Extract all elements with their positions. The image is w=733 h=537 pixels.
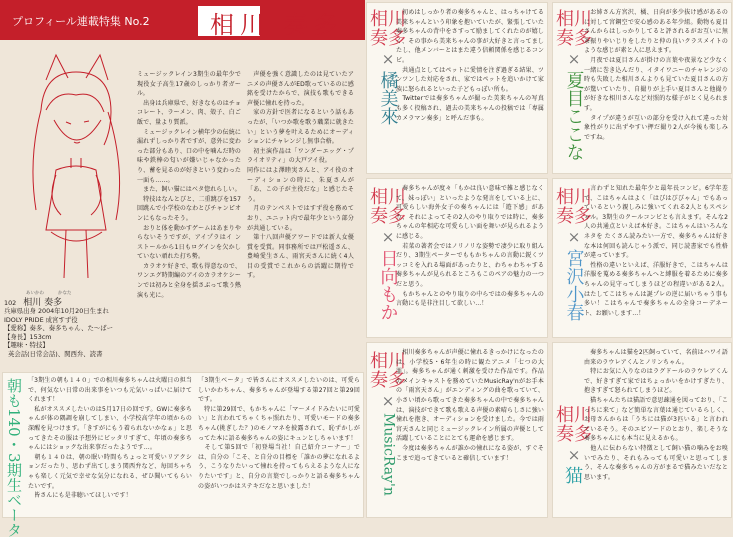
pair-title-hinata: 相川 奏多 × 日向もか [370,187,406,321]
profile-number: 102 [4,298,17,307]
partner-name: 橘美來 [377,71,399,125]
profile-block [4,288,134,358]
pair-text-musicrayn: 相川奏多ちゃんが声優に憧れるきっかけになったのは、小学校5・6年生の時に観たアニメ「七つの大罪」。奏多ちゃんが通く刺激を受けた作品です。作品のメインキャストを務めていたMusicRay'nがお手本の「雨宮天さん」がエンディングの曲を歌っていて、小さい頃から歌ってきた奏多ちゃんの中で奏多ちゃんは、演技ができて歌も歌える声優の素晴らしさに強い憧れを抱き、オーディションを受けました。今では雨宮天さんと同じミュージックレイン所属の声優として活躍していることにとても運命を感じます。 今度は奏多ちゃんが誰かの憧れになる姿が、すぐそこまで追ってきていると確信しています！ [396,349,544,462]
profile-hobby: 英会話(日常会話)、関西弁、読書 [8,349,103,358]
partner-name: 日向もか [377,249,399,321]
partner-name: MusicRay'n [380,413,397,496]
profile-hobby-label: 【趣味・特技】 [4,341,49,349]
pair-title-miyazawa: 相川 奏多 × 宮沢小春 [556,187,592,321]
pair-title-musicrayn: 相川 奏多 × MusicRay'n [370,351,406,496]
pair-text-natsume: お姉さん方宮沢、橘、日向が多少抜け感があるのに対して宮鋼空で安心感のある年少組。動物も夏目さんからはしっかりしてると評されるがお互いに無茶振りやいじりをしたりと仲の良いクラスメイトのような感じが素と人に思えます。 月夜では夏目さんが掛けの言葉や夜景など少なく一緒に巻き込んだり、イタイワニーのチャレンジの時も失敗した相川さんよりも見ていた夏目さんの方が驚いていたり、自撮りが上手い夏目さんと他撮りが好きな相川さんなど対照的な様子がとく見られます。 タイプが違うが互いの部分を受け入れて違った対象性がりに出ずやすい押だ撮り2人が今後も楽しみですね。 [584,9,728,141]
partner-name: 宮沢小春 [563,249,585,321]
series-title: プロフィール連載特集 No.2 [12,15,150,28]
profile-nickname: 【愛称】奏多、奏多ちゃん、た～ばー [4,324,114,332]
pair-title-neko: 相川 奏多 × 猫 [556,405,592,487]
pair-title-natsume: 相川 奏多 × 夏目ここな [556,9,592,161]
portrait-illustration [16,50,134,282]
radio-text-2: 「3期生ベータ」で皆さんにオススメしたいのは、可愛らしいかわちゃん、奏多ちゃんが登場する第27回と第29回です。 特に第29回で、もかちゃんに「マ～メイドみたいに可愛い」と言われてちゃくちゃ照れたり、可愛いモードの奏多ちゃん(挑ぎした？)のモノマネを披露されて、恥ずかしがってた本に語る奏多ちゃんの姿にキュンとしちゃいます！ そして第5回で「初登場当社！自己紹介コーナー」では、自分の「こそ、と自分の目標を「誰かの夢になれるよう、こうなりたいって憧れを持ってもらえるような人になりたいです」と、自分の言葉でしっかりと語る奏多ちゃんの姿がいつかはステキだなと思いました！ [198,377,360,490]
pair-text-neko: 奏多ちゃんは猫を2匹飼っていて、名前はハワイ語由来のラウレアくんとノリンちゃん。 特にお気に入りなのはラグドールのラウレアくんで、好きすぎて家ではちょっかいをかけすぎたり、抱きすぎて怒られてしまうほど。 猫ちゃんたちは猫語で意思疎通を図っており、「こっちに来て」など簡単な言葉は通じているらしく、お母さんからは「うちには猫が3匹いる」と言われているそう。そのエピソードのとおり、楽しそうな奏多ちゃんにも本当に見えるかも。 他人に伝わらない特徴として飼い猫の噛みをお嗅いでみたり、それもみっても可愛いと思ってしまう、そんな奏多ちゃんの方がまるで猫みたいだなと思います。 [584,349,728,481]
radio-text-1: 「3期生の朝も１４０」での相川奏多ちゃんは火曜日の担当で、何気ない日常の出来事をいつも元気いっぱいに届けてくれます！ 私がオススメしたいのは5月17日の回です。GWに奏多ちゃんが体の隅調を崩してしまい、小学校高学年の頃からの深醒を見つけます。「きすがにもう着られないかなぁ」と思ってきたその服は予想外にビッタリすぎて、年頃の奏多ちゃんにはショックな出来事だったようです…。 朝も１４０は、朝の眠い時間もちょっと可愛いリアクションだったり、思わず出てしまう関西弁など、毎回ちゃちゃも楽しく元気で幸せな気分になれる、ぜひ聞いてもらいたいです。 皆さんにも是非聴いてほしいです！ [28,377,192,500]
intro-text-2: 声優を強く意識したのは見ていたアニメの声優さんがED歌っているのに感銘を受けたからで、演技も歌もできる声優に憧れを持った。 家の方針で医者になるという話もあったが、「いつか歌を歌う職業に就きたい」という夢を叶えるためにオーディションにチャレンジし無事合格。 初主演作品は「ワンダーエッグ・プライオリティ」の大戸アイ役。 同作にはよ澤睦実さんと、アイ役のオーディションの時に、朱夏さんが「あ、この子が主役だな」と感じたそう。 月のテンペストではすず役を務めており、ユニット内で最年少という部分が共通している。 第十八回声優アワードでは新人女優賞を受賞。同事務所では戸松遥さん、豊崎愛生さん、雨宮天さんに続く4人目の受賞でこれからの活躍に期待です。 [247,71,354,280]
ruby-first: かなた [58,291,72,296]
partner-name: 猫 [565,466,583,487]
pair-title-tachibana: 相川 奏多 × 橘美來 [370,9,406,125]
profile-height: 【身長】153cm [4,332,52,341]
intro-text-1: ミュージックレイン3期生の最年少で現役女子高生17歳のしっかり者ガール。 出身は兵庫県で、好きなものはチョコレート、ラーメン、肉、殻子、白ご飯で、量より質派。 ミュージックレイン横年少の伝統に漏れずしっかり者ですが、意外に変わった部分もあり、口の中を噛んだ時の味や鉄棒の匂いが嫌いじゃなかったり、蓄を見るのが好きという変わった一面も……。 また、飼い猫にはベタ惚れらしい。 特技はなんとびと、二重跳びを157回跳んで小学校のなわとびチャンピオンにもなったそう。 おりと体を動かすゲームはあまりやらないそうですが、アイプラはイ ンストールから1日もログインを欠かしていない頑れた打ち勢。 カラオケ好きで、歌も得意なので、ワンエグ時期編のアイのカラオケシーンでは初みと全身を揺さぶって歌う熱演も光に。 [137,71,241,299]
pair-text-miyazawa: 言わずと知れた最年少と最年長コンビ。6学年差で、こはちゃんはよく「はびはびびゃん」でもあっているという親しみに強いてくれる2人ともスペシャル。3期生のクールコンビとも言えます。そんな2人の共通点といえば本好き。こはちゃんはいろんなネタを たくさん読みたい一方で、奏多ちゃんは好きな本は何回も読んじゃう派で、同じ読書家でも性格が違っています。 性格の違いといえば、洋服好きで、こはちゃんは洋服を蒐める奏多ちゃんへと縛服を着るために奏多ちゃんの見守ってしまうほどの程違いがある2人。はたしてこはちゃんは誕プレの逆に届いちゃう事も多い！こはちゃんで奏多ちゃんの全身コーデネート、お願いします…！ [584,185,728,317]
radio-title: 朝も140 ・ 3期生ベータ [5,378,23,537]
profile-name: 相川 奏多 [23,297,63,308]
partner-name: 夏目ここな [563,71,585,161]
pair-text-hinata: 奏多ちゃんが度々「もかは良い意味で雑と感じなくて、妹っぽい」といったような発言をしている上に、可愛らしい海外女子の奏ちゃんには「遊下感」があり、それによってその2人のやり取りでは時に、奏多ちゃんの年相応な可愛らしい面を舞いが見られるように感じる。 若菜の著者会ではノリノリな姿勢で凄少に取り組んだり、3期生ペーターでももかちゃんの言動に鋭くツッコミを入れる場面があったりと、わちゃわちゃする奏多ちゃんが見られるところもこのペアの魅力の一つだと思う。 もかちゃんとのやり取りの中らではの奏多ちゃんの言動にも是非注目して欲しい…！ [396,185,544,308]
profile-affiliation: IDOLY PRIDE 成宮すず役 [4,315,78,324]
page-title: 相川 奏多 [210,11,344,39]
profile-born: 兵庫県出身 2004年10月20日生まれ [4,307,109,315]
pair-text-tachibana: 初めはしっかり者の奏多ちゃんと、はっちゃけてる美来ちゃんという印象を抱いていたが、緊張していた奏多ちゃんの背中をさすって励ましてくれたのが嬉しく、その事から美来ちゃんの事が大好きと言ってましたし、他メンバーとはまた違う信頼関係を感じるコンビ。 共通点としてはペットに愛情を注ぎ過ぎる結果、ツンツンした対応をされ、家ではペットを追いかけて家族に怒られるといった子どもっぽい所も。 Twitterでは奏多ちゃんが撮った美来ちゃんの写真も多く投稿され、過去の美来ちゃんの投稿では「専属カメラマン奏多」と呼んだ事も。 [396,9,544,122]
ruby-last: あいかわ [26,291,44,296]
